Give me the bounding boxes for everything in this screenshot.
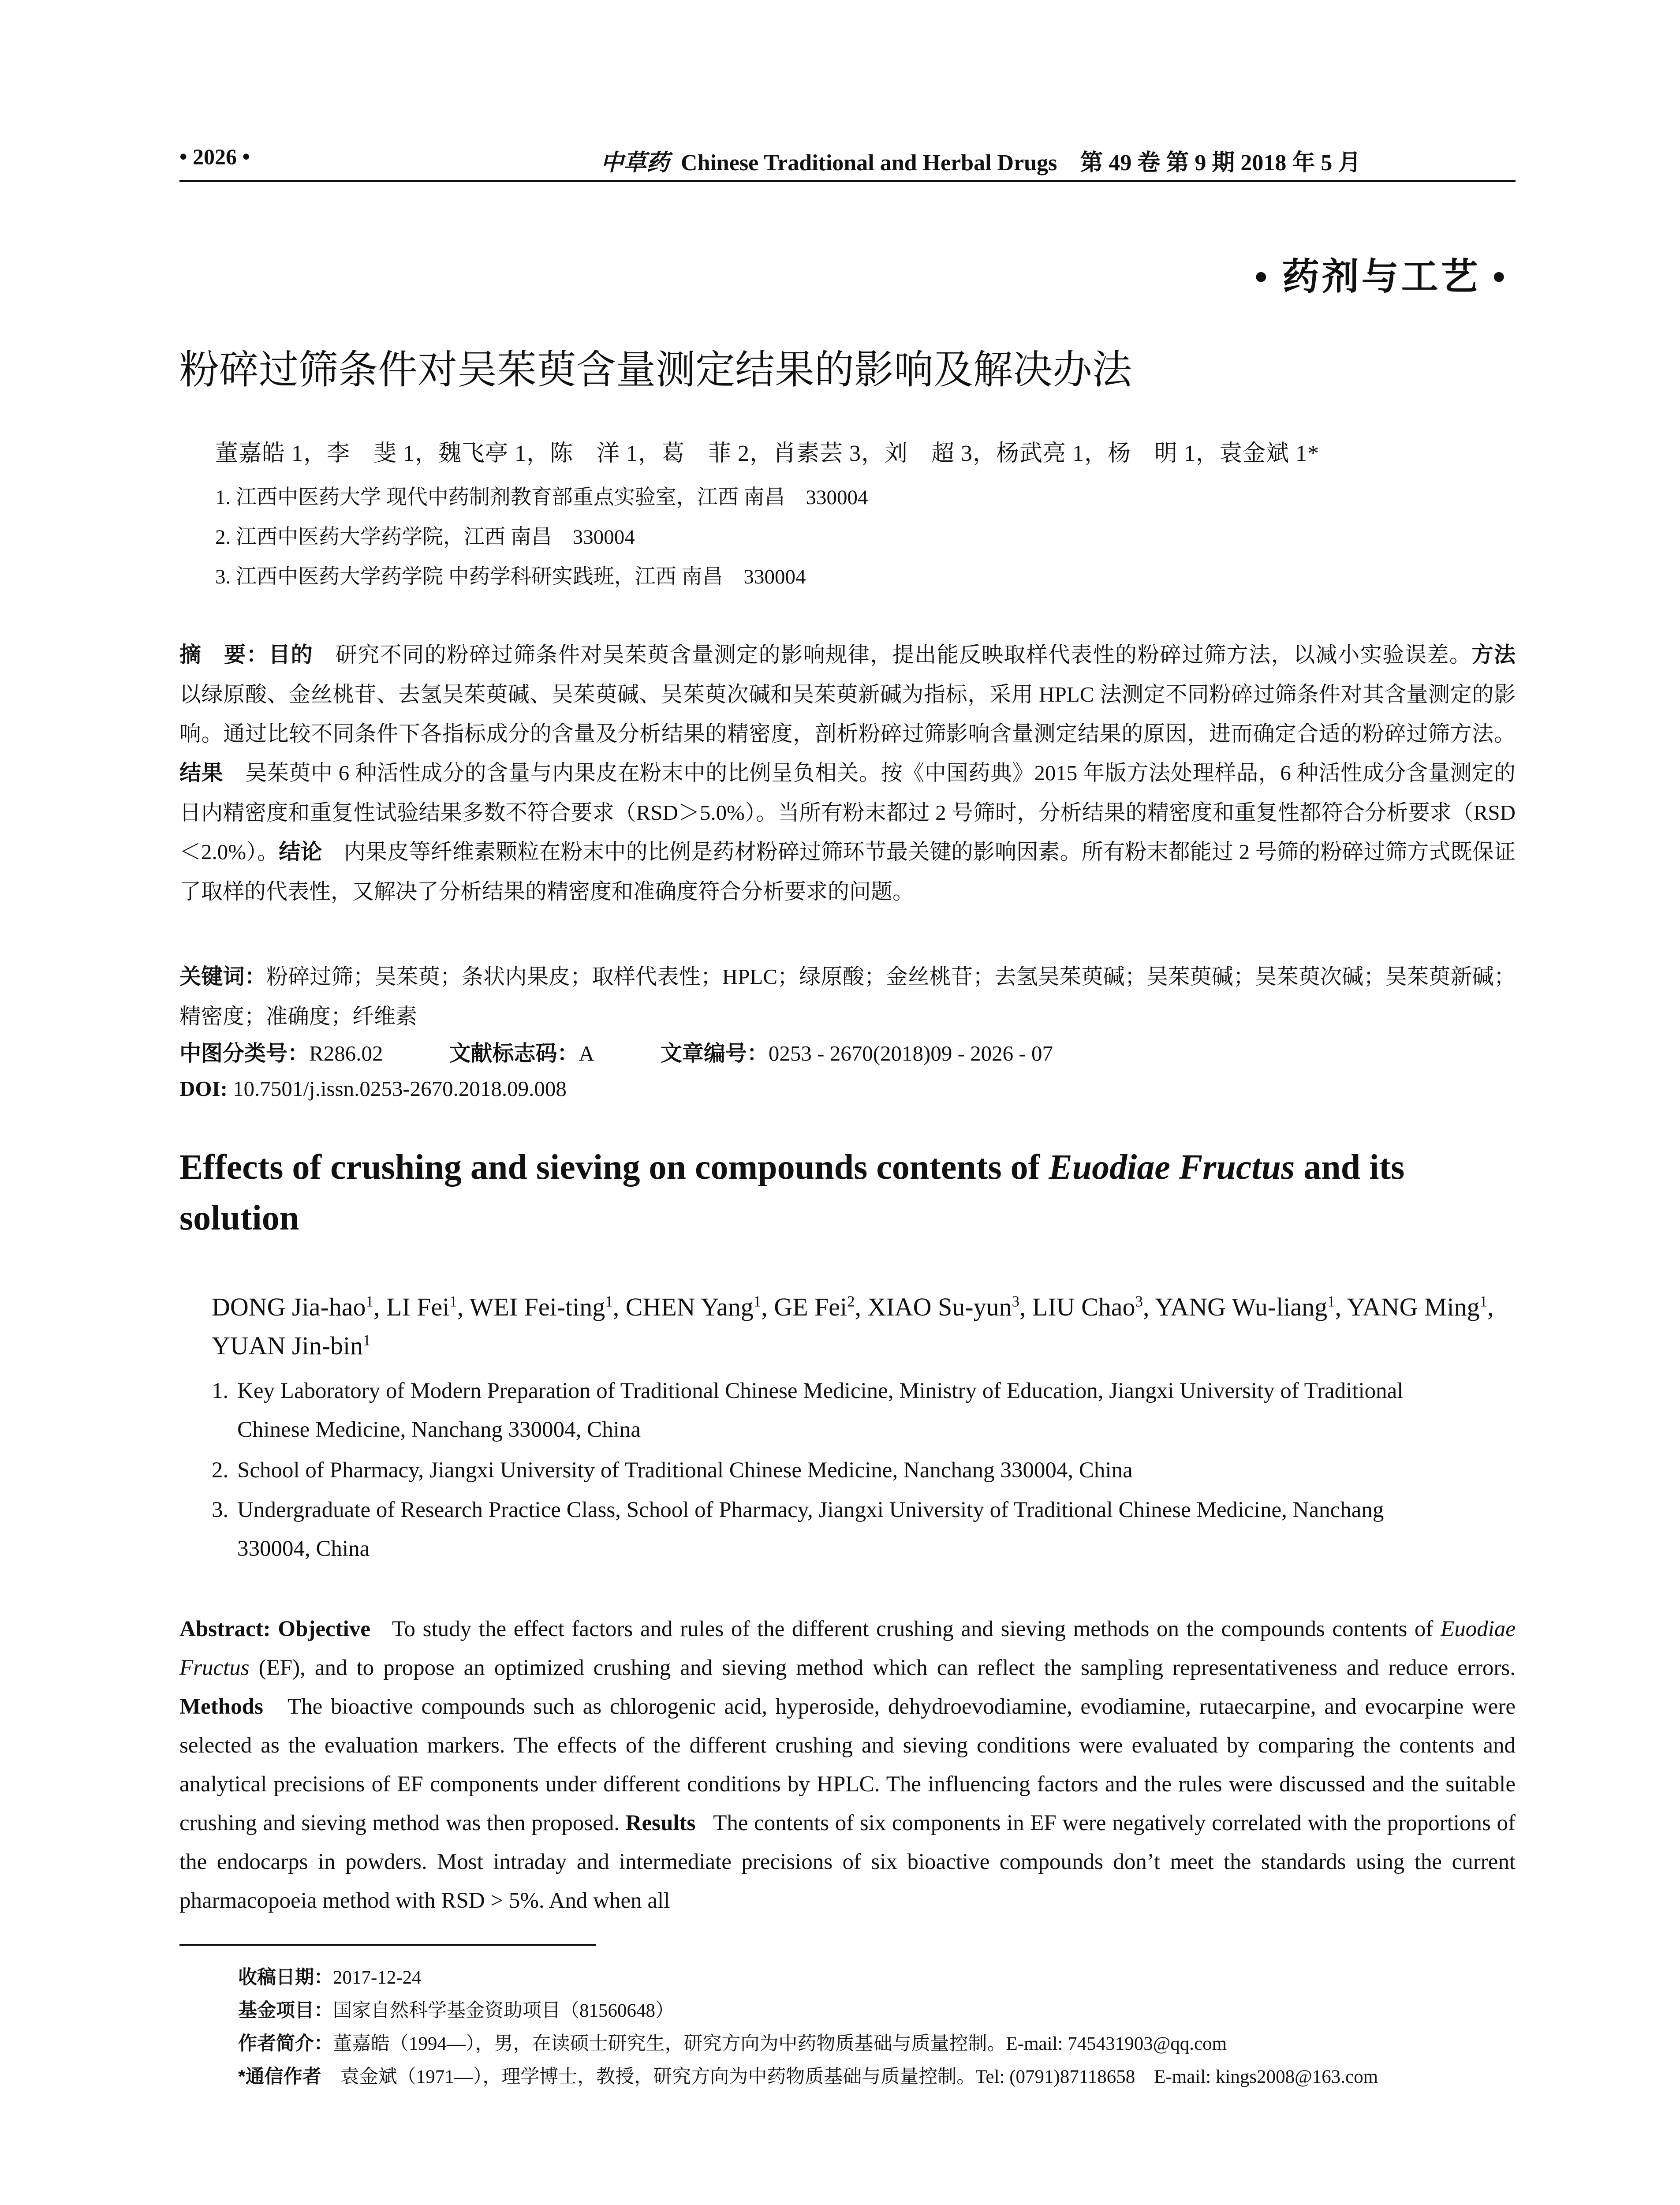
doc-code-value: A: [579, 1041, 594, 1065]
cn-results-label: 结果: [179, 761, 224, 785]
en-objective-label: Objective: [278, 1617, 370, 1641]
en-author: CHEN Yang$^1$: [625, 1293, 762, 1321]
en-affiliation-3: 3. Undergraduate of Research Practice Class, School of Pharmacy, Jiangxi University of Traditional Chinese Medicine, Nanchang 330004, China: [212, 1498, 1384, 1561]
en-author: YANG Wu-liang$^1$: [1154, 1293, 1335, 1321]
en-author: YANG Ming$^1$: [1347, 1293, 1488, 1321]
journal-cn-mark: 中草药: [601, 150, 670, 176]
cn-methods-text: 以绿原酸、金丝桃苷、去氢吴茱萸碱、吴茱萸碱、吴茱萸次碱和吴茱萸新碱为指标，采用 HPLC 法测定不同粉碎过筛条件对其含量测定的影响。通过比较不同条件下各指标成分的含量及分析结果的精密度，剖析粉碎过筛影响含量测定结果的原因，进而确定合适的粉碎过筛方法。: [179, 682, 1516, 746]
cn-title: 粉碎过筛条件对吴茱萸含量测定结果的影响及解决办法: [179, 348, 1132, 392]
en-methods-text: The bioactive compounds such as chlorogenic acid, hyperoside, dehydroevodiamine, evodiamine, rutaecarpine, and evocarpine were selected as the evaluation markers. The effects of the different crushing and sieving conditions were evaluated by comparing the contents and analytical precisions of EF components under different conditions by HPLC. The influencing factors and the rules were discussed and the suitable crushing and sieving method was then proposed.: [179, 1694, 1516, 1835]
cn-classification: [179, 1036, 1053, 1067]
footnote-corresponding: *通信作者 袁金斌（1971—），理学博士，教授，研究方向为中药物质基础与质量控制。Tel: (0791)87118658 E-mail: kings2008@163.com: [238, 2066, 1378, 2087]
en-author: GE Fei$^2$: [774, 1293, 855, 1321]
article-no-value: 0253 - 2670(2018)09 - 2026 - 07: [768, 1041, 1053, 1065]
cn-abstract: [179, 635, 1516, 911]
en-affiliation-2: 2. School of Pharmacy, Jiangxi University of Traditional Chinese Medicine, Nanchang 330004, China: [212, 1458, 1133, 1483]
en-author: WEI Fei-ting$^1$: [469, 1293, 613, 1321]
cn-affiliation-1: 1. 江西中医药大学 现代中药制剂教育部重点实验室，江西 南昌 330004: [215, 486, 868, 509]
cn-conclusion-text: 内果皮等纤维素颗粒在粉末中的比例是药材粉碎过筛环节最关键的影响因素。所有粉末都能过 2 号筛的粉碎过筛方式既保证了取样的代表性，又解决了分析结果的精密度和准确度符合分析要求的问题。: [179, 840, 1516, 904]
footnote-author-bio: 作者简介：董嘉皓（1994—），男，在读硕士研究生，研究方向为中药物质基础与质量控制。E-mail: 745431903@qq.com: [238, 2033, 1227, 2054]
section-title: • 药剂与工艺 •: [1254, 257, 1508, 298]
en-title-part2: and its solution: [179, 1148, 1405, 1237]
en-author: DONG Jia-hao$^1$: [212, 1293, 373, 1321]
doc-code-label: 文献标志码：: [449, 1042, 579, 1065]
en-author: LIU Chao$^3$: [1032, 1293, 1143, 1321]
en-authors: DONG Jia-hao$^1$, LI Fei$^1$, WEI Fei-ting$^1$, CHEN Yang$^1$, GE Fei$^2$, XIAO Su-yun$^3$, LIU Chao$^3$, YANG Wu-liang$^1$, YANG Ming$^1$, YUAN Jin-bin$^1$: [212, 1293, 1494, 1360]
doi-value: 10.7501/j.issn.0253-2670.2018.09.008: [233, 1076, 567, 1101]
running-header: [179, 140, 1516, 182]
en-title: [179, 1142, 1520, 1244]
en-title-part1: Effects of crushing and sieving on compounds contents of: [179, 1148, 1049, 1187]
cn-objective-label: 目的: [269, 643, 314, 667]
clc-value: R286.02: [309, 1041, 383, 1065]
journal-info: [601, 144, 1361, 177]
article-no-label: 文章编号：: [660, 1042, 769, 1065]
cn-objective-text: 研究不同的粉碎过筛条件对吴茱萸含量测定的影响规律，提出能反映取样代表性的粉碎过筛方法，以减小实验误差。: [335, 643, 1472, 667]
doi-label: DOI:: [179, 1076, 228, 1101]
cn-conclusion-label: 结论: [279, 840, 322, 864]
en-author: YUAN Jin-bin$^1$: [212, 1331, 371, 1360]
en-objective-text: To study the effect factors and rules of the different crushing and sieving methods on the compounds contents of: [392, 1617, 1441, 1641]
en-author: LI Fei$^1$: [386, 1293, 457, 1321]
en-author: XIAO Su-yun$^3$: [867, 1293, 1019, 1321]
cn-authors: 董嘉皓 1，李 斐 1，魏飞亭 1，陈 洋 1，葛 菲 2，肖素芸 3，刘 超 3，杨武亮 1，杨 明 1，袁金斌 1*: [215, 441, 1320, 466]
page-number: • 2026 •: [179, 144, 250, 169]
footnote-rule: [179, 1944, 596, 1946]
en-objective-italic: Euodiae Fructus: [179, 1617, 1516, 1680]
en-title-italic: Euodiae Fructus: [1049, 1148, 1295, 1187]
en-results-label: Results: [625, 1811, 696, 1835]
clc-label: 中图分类号：: [179, 1042, 310, 1065]
cn-keywords-text: 粉碎过筛；吴茱萸；条状内果皮；取样代表性；HPLC；绿原酸；金丝桃苷；去氢吴茱萸碱；吴茱萸碱；吴茱萸次碱；吴茱萸新碱；精密度；准确度；纤维素: [179, 964, 1516, 1028]
en-abstract-label: Abstract:: [179, 1617, 271, 1641]
cn-doi: [179, 1076, 567, 1101]
en-objective-text-2: (EF), and to propose an optimized crushing and sieving method which can reflect the sampling representativeness and reduce errors.: [249, 1656, 1516, 1680]
footnote-received: 收稿日期：2017-12-24: [238, 1967, 422, 1988]
footnote-funding: 基金项目：国家自然科学基金资助项目（81560648）: [238, 2000, 674, 2021]
cn-affiliation-2: 2. 江西中医药大学药学院，江西 南昌 330004: [215, 526, 635, 549]
cn-abstract-label: 摘 要：: [179, 643, 269, 667]
cn-keywords: [179, 957, 1516, 1036]
en-results-text: The contents of six components in EF were negatively correlated with the proportions of the endocarps in powders. Most intraday and intermediate precisions of six bioactive compounds don’t meet the standards using the current pharmacopoeia method with RSD > 5%. And when all: [179, 1811, 1516, 1913]
en-abstract: [179, 1610, 1516, 1920]
cn-results-text: 吴茱萸中 6 种活性成分的含量与内果皮在粉末中的比例呈负相关。按《中国药典》2015 年版方法处理样品，6 种活性成分含量测定的日内精密度和重复性试验结果多数不符合要求（RSD＞5.0%）。当所有粉末都过 2 号筛时，分析结果的精密度和重复性都符合分析要求（RSD＜2.0%）。: [179, 761, 1516, 864]
cn-keywords-label: 关键词：: [179, 965, 266, 989]
en-affiliation-1: 1. Key Laboratory of Modern Preparation of Traditional Chinese Medicine, Ministry of Education, Jiangxi University of Traditional Chinese Medicine, Nanchang 330004, China: [212, 1379, 1404, 1442]
cn-affiliation-3: 3. 江西中医药大学药学院 中药学科研实践班，江西 南昌 330004: [215, 565, 806, 588]
journal-line: Chinese Traditional and Herbal Drugs 第 49 卷 第 9 期 2018 年 5 月: [681, 150, 1361, 176]
en-methods-label: Methods: [179, 1694, 263, 1719]
cn-methods-label: 方法: [1471, 643, 1516, 667]
